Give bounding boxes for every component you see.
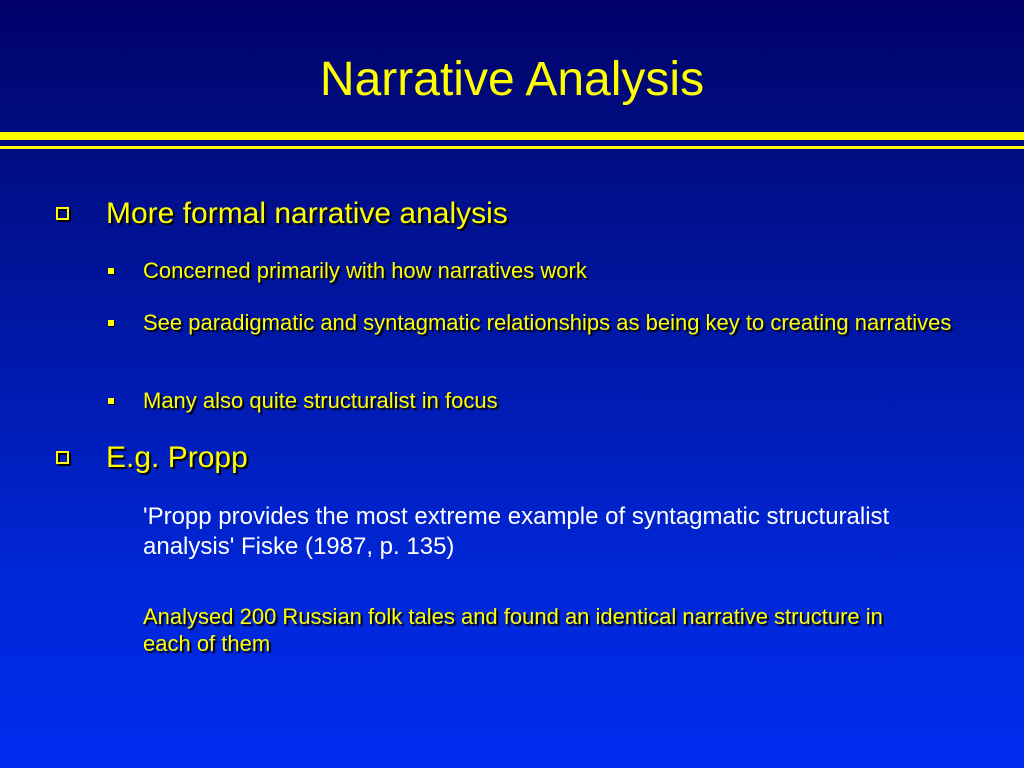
sub-bullet-text: Concerned primarily with how narratives work xyxy=(143,258,587,283)
sub-bullet-text: Many also quite structuralist in focus xyxy=(143,388,498,413)
propp-note: Analysed 200 Russian folk tales and found an identical narrative structure in each of them xyxy=(143,604,883,656)
hollow-square-bullet-icon xyxy=(56,441,86,475)
square-bullet-icon xyxy=(108,268,114,274)
bullet-text: E.g. Propp xyxy=(106,441,248,474)
sub-bullet-text: See paradigmatic and syntagmatic relationships as being key to creating narratives xyxy=(143,310,952,335)
hollow-square-bullet-icon xyxy=(56,197,86,231)
square-bullet-icon xyxy=(108,398,114,404)
slide-title: Narrative Analysis xyxy=(319,53,705,106)
title-underline-thin xyxy=(0,146,1024,149)
square-bullet-icon xyxy=(108,320,114,326)
title-underline-thick xyxy=(0,132,1024,140)
propp-quote: 'Propp provides the most extreme example of syntagmatic structuralist analysis' Fiske (1987, p. 135) xyxy=(143,503,890,560)
bullet-text: More formal narrative analysis xyxy=(106,197,508,230)
